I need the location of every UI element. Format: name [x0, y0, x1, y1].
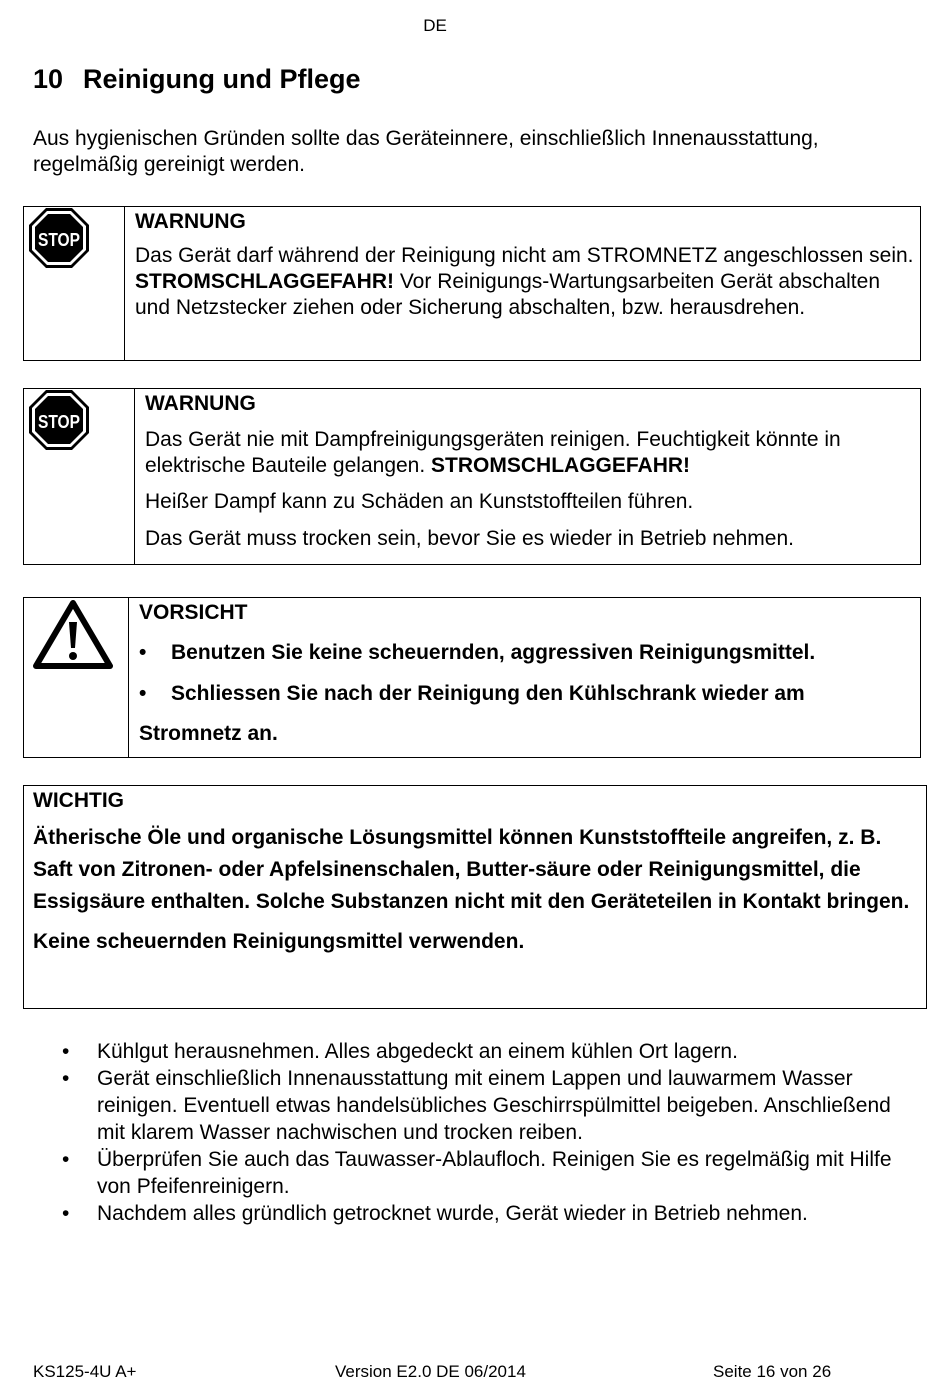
list-item-text: Schliessen Sie nach der Reinigung den Kühlschrank wieder am — [171, 682, 805, 705]
bullet-icon: • — [139, 682, 147, 705]
important-text: Ätherische Öle und organische Lösungsmittel können Kunststoffteile angreifen, z. B. Saft von Zitronen- oder Apfelsinenschalen, Butter-säure oder Reinigungsmittel, die Essigsäure enthalten. Solche Substanzen nicht mit den Geräteteilen in Kontakt bringen. — [33, 826, 910, 913]
list-item — [62, 1065, 922, 1146]
warning-icon-cell — [24, 389, 135, 564]
warning-text: Heißer Dampf kann zu Schäden an Kunststoffteilen führen. — [145, 490, 694, 513]
warning-title: WARNUNG — [145, 392, 256, 415]
warning-icon-cell — [24, 207, 125, 360]
caution-icon-cell — [24, 598, 129, 757]
bullet-icon: • — [139, 641, 147, 664]
section-heading — [33, 64, 361, 95]
warning-text — [135, 243, 915, 321]
stop-sign-icon — [28, 389, 90, 451]
warning-title: WARNUNG — [135, 210, 246, 233]
caution-title: VORSICHT — [139, 601, 248, 624]
caution-continuation: Stromnetz an. — [139, 722, 278, 745]
list-item — [62, 1038, 922, 1065]
list-item-text: Benutzen Sie keine scheuernden, aggressiven Reinigungsmittel. — [171, 641, 816, 664]
important-box — [23, 785, 927, 1009]
bullet-icon: • — [62, 1202, 70, 1225]
warning-text: Das Gerät muss trocken sein, bevor Sie es wieder in Betrieb nehmen. — [145, 527, 794, 550]
list-item — [62, 1146, 922, 1200]
important-text: Keine scheuernden Reinigungsmittel verwenden. — [33, 930, 525, 953]
list-item-text: Kühlgut herausnehmen. Alles abgedeckt an einem kühlen Ort lagern. — [97, 1040, 738, 1063]
warning-text-part: Das Gerät nie mit Dampfreinigungsgeräten reinigen. Feuchtigkeit könnte in elektrische Bauteile gelangen. — [145, 428, 841, 477]
section-title: Reinigung und Pflege — [83, 64, 361, 94]
warning-box-steam — [23, 388, 921, 565]
warning-text-part: Vor Reinigungs-Wartungsarbeiten Gerät abschalten und Netzstecker ziehen oder Sicherung abschalten, bzw. herausdrehen. — [135, 270, 880, 319]
warning-emphasis: STROMSCHLAGGEFAHR! — [431, 454, 691, 477]
footer-page-number: Seite 16 von 26 — [713, 1362, 832, 1381]
list-item-text: Gerät einschließlich Innenausstattung mit einem Lappen und lauwarmem Wasser reinigen. Eventuell etwas handelsübliches Geschirrspülmittel beigeben. Anschließend mit klarem Wasser nachwischen und trocken reiben. — [97, 1067, 891, 1144]
svg-text:STOP: STOP — [38, 230, 80, 250]
list-item — [62, 1200, 922, 1227]
stop-sign-icon — [28, 207, 90, 269]
bullet-icon: • — [62, 1148, 70, 1171]
important-content — [33, 788, 913, 958]
warning-content — [145, 391, 915, 552]
list-item — [139, 681, 914, 707]
list-item — [139, 640, 914, 666]
caution-content — [139, 600, 914, 747]
language-label: DE — [423, 16, 447, 35]
bullet-icon: • — [62, 1040, 70, 1063]
list-item-text: Nachdem alles gründlich getrocknet wurde, Gerät wieder in Betrieb nehmen. — [97, 1202, 808, 1225]
warning-box-power — [23, 206, 921, 361]
warning-emphasis: STROMSCHLAGGEFAHR! — [135, 270, 394, 293]
caution-box — [23, 597, 921, 758]
warning-content — [135, 209, 915, 321]
intro-paragraph: Aus hygienischen Gründen sollte das Geräteinnere, einschließlich Innenausstattung, regelmäßig gereinigt werden. — [33, 127, 819, 176]
warning-text-part: Das Gerät darf während der Reinigung nicht am STROMNETZ angeschlossen sein. — [135, 244, 914, 267]
cleaning-steps-list — [62, 1038, 922, 1227]
svg-text:STOP: STOP — [38, 412, 80, 432]
warning-triangle-icon — [33, 600, 113, 670]
footer-version: Version E2.0 DE 06/2014 — [335, 1362, 526, 1381]
list-item-text: Überprüfen Sie auch das Tauwasser-Ablaufloch. Reinigen Sie es regelmäßig mit Hilfe von Pfeifenreinigern. — [97, 1148, 892, 1198]
warning-text — [145, 427, 915, 479]
section-number: 10 — [33, 64, 64, 94]
footer-model: KS125-4U A+ — [33, 1362, 137, 1381]
bullet-icon: • — [62, 1067, 70, 1090]
important-title: WICHTIG — [33, 789, 124, 812]
